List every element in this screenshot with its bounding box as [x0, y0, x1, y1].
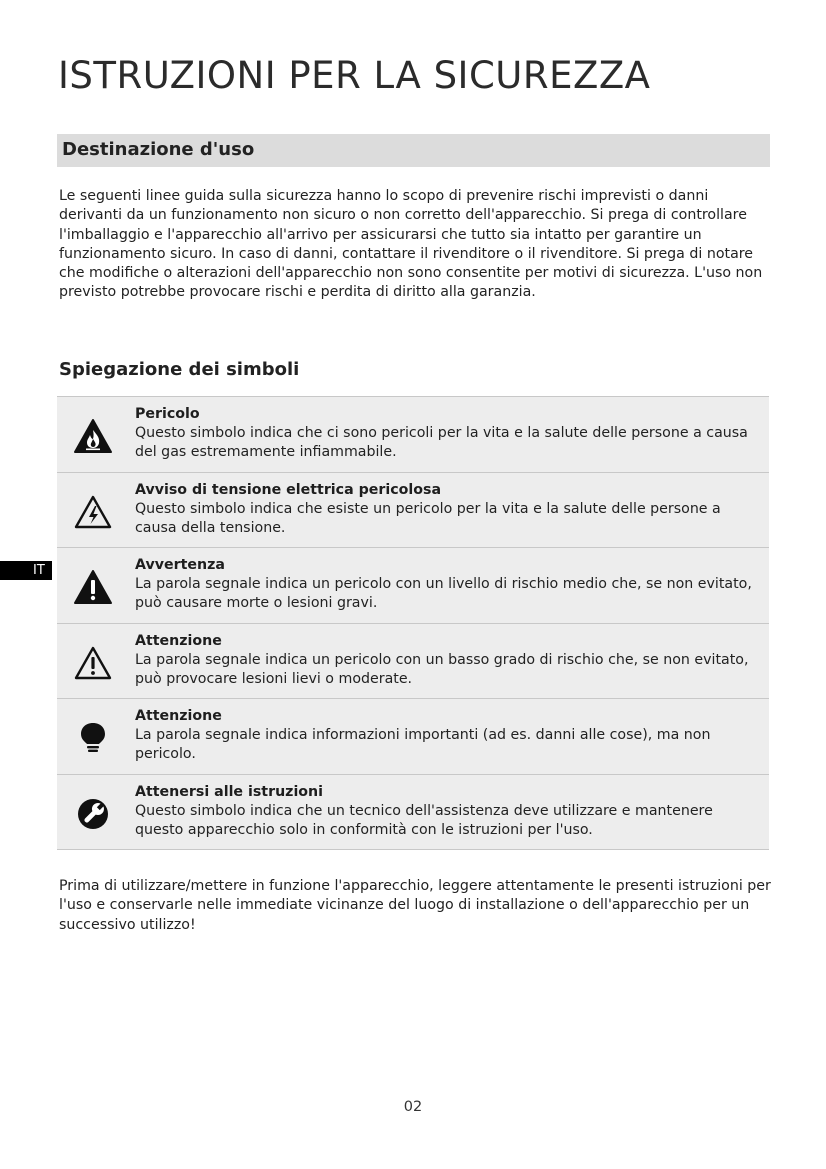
symbol-title: Attenzione	[135, 632, 222, 649]
symbol-title: Attenzione	[135, 708, 222, 724]
closing-paragraph: Prima di utilizzare/mettere in funzione l'apparecchio, leggere attentamente le presenti istruzioni per l'uso e conservarle nelle immediate vicinanze del luogo di installazione o dell'apparecchio per un successivo utilizzo!	[59, 878, 771, 933]
symbol-row-caution	[57, 624, 769, 700]
intro-paragraph: Le seguenti linee guida sulla sicurezza hanno lo scopo di prevenire rischi imprevisti o danni derivanti da un funzionamento non sicuro o non corretto dell'apparecchio. Si prega di controllare l'imballaggio e l'apparecchio all'arrivo per assicurarsi che tutto sia intatto per garantire un funzionamento sicuro. In caso di danni, contattare il rivenditore o il rivenditore. Si prega di notare che modifiche o alterazioni dell'apparecchio non sono consentite per motivi di sicurezza. L'uso non previsto potrebbe provocare rischi e perdita di diritto alla garanzia.	[59, 188, 763, 301]
symbol-description: Questo simbolo indica che esiste un pericolo per la vita e la salute delle persone a causa della tensione.	[135, 500, 721, 536]
symbols-heading: Spiegazione dei simboli	[59, 359, 300, 380]
electrical-hazard-icon	[73, 493, 113, 531]
page-number: 02	[403, 1099, 423, 1115]
symbol-row-warning	[57, 548, 769, 624]
warning-filled-icon	[73, 568, 113, 606]
symbol-title: Avvertenza	[135, 557, 225, 573]
section-header-intended-use: Destinazione d'uso	[57, 134, 770, 167]
language-tab: IT	[0, 561, 52, 580]
symbol-description: Questo simbolo indica che ci sono pericoli per la vita e la salute delle persone a causa del gas estremamente infiammabile.	[135, 425, 748, 460]
symbol-description: La parola segnale indica un pericolo con un basso grado di rischio che, se non evitato, può provocare lesioni lievi o moderate.	[135, 651, 749, 687]
wrench-icon	[73, 795, 113, 833]
symbol-title: Pericolo	[135, 406, 200, 422]
caution-outline-icon	[73, 644, 113, 682]
symbol-description: La parola segnale indica informazioni importanti (ad es. danni alle cose), ma non pericolo.	[135, 727, 711, 762]
lightbulb-icon	[73, 719, 113, 757]
symbol-row-follow-instructions	[57, 775, 769, 851]
flammable-warning-icon	[73, 417, 113, 455]
page-title: ISTRUZIONI PER LA SICUREZZA	[58, 54, 651, 97]
symbol-title: Attenersi alle istruzioni	[135, 783, 324, 800]
symbol-row-danger	[57, 397, 769, 473]
symbol-row-notice	[57, 699, 769, 775]
symbol-description: La parola segnale indica un pericolo con un livello di rischio medio che, se non evitato, può causare morte o lesioni gravi.	[135, 576, 752, 611]
symbols-table	[57, 396, 769, 850]
symbol-row-electrical-voltage	[57, 473, 769, 549]
symbol-title: Avviso di tensione elettrica pericolosa	[135, 481, 442, 498]
symbol-description: Questo simbolo indica che un tecnico dell'assistenza deve utilizzare e mantenere questo apparecchio solo in conformità con le istruzioni per l'uso.	[135, 802, 713, 838]
